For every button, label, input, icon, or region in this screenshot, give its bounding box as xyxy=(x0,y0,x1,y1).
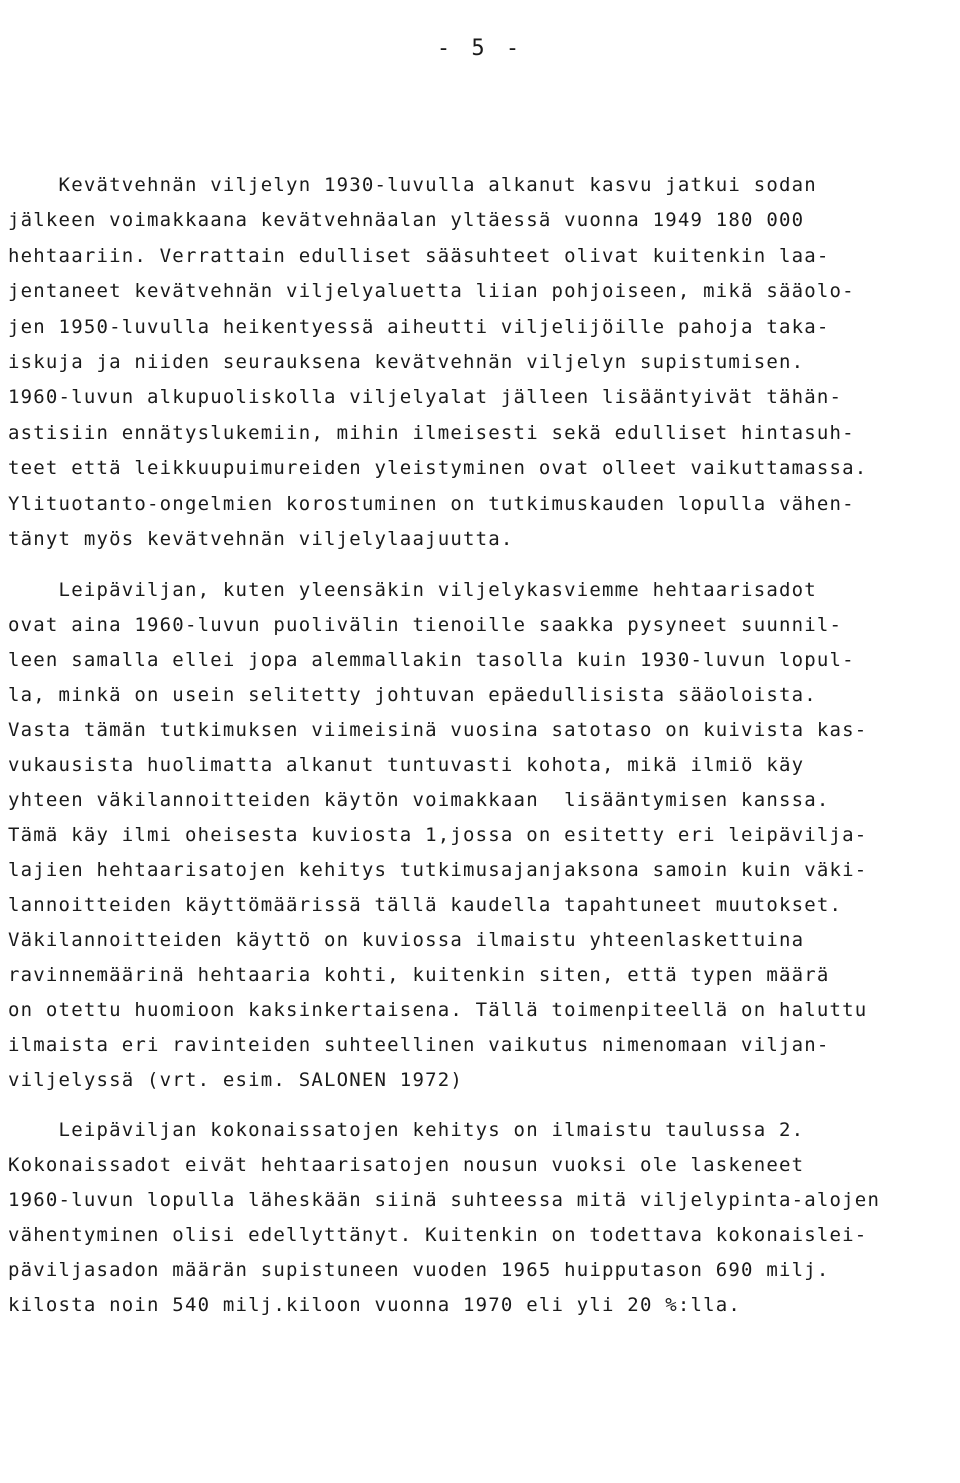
text-line: astisiin ennätyslukemiin, mihin ilmeisesti sekä edulliset hintasuh- xyxy=(8,422,855,444)
text-line: päviljasadon määrän supistuneen vuoden 1965 huipputason 690 milj. xyxy=(8,1259,830,1281)
text-line: leen samalla ellei jopa alemmallakin tasolla kuin 1930-luvun lopul- xyxy=(8,649,855,671)
text-line: iskuja ja niiden seurauksena kevätvehnän viljelyn supistumisen. xyxy=(8,351,805,373)
text-line: lajien hehtaarisatojen kehitys tutkimusajanjaksona samoin kuin väki- xyxy=(8,859,868,881)
text-line: ravinnemäärinä hehtaaria kohti, kuitenkin siten, että typen määrä xyxy=(8,964,830,986)
text-line: Kevätvehnän viljelyn 1930-luvulla alkanut kasvu jatkui sodan xyxy=(8,174,817,196)
text-line: Leipäviljan kokonaissatojen kehitys on ilmaistu taulussa 2. xyxy=(8,1119,805,1141)
text-line: jälkeen voimakkaana kevätvehnäalan yltäessä vuonna 1949 180 000 xyxy=(8,209,805,231)
text-line: vukausista huolimatta alkanut tuntuvasti kohota, mikä ilmiö käy xyxy=(8,754,805,776)
text-line: 1960-luvun lopulla läheskään siinä suhteessa mitä viljelypinta-alojen xyxy=(8,1189,881,1211)
text-line: kilosta noin 540 milj.kiloon vuonna 1970 eli yli 20 %:lla. xyxy=(8,1294,742,1316)
text-line: yhteen väkilannoitteiden käytön voimakkaan lisääntymisen kanssa. xyxy=(8,789,830,811)
text-line: Tämä käy ilmi oheisesta kuviosta 1,jossa on esitetty eri leipävilja- xyxy=(8,824,868,846)
text-line: Väkilannoitteiden käyttö on kuviossa ilmaistu yhteenlaskettuina xyxy=(8,929,805,951)
text-line: 1960-luvun alkupuoliskolla viljelyalat jälleen lisääntyivät tähän- xyxy=(8,386,843,408)
text-line: jen 1950-luvulla heikentyessä aiheutti viljelijöille pahoja taka- xyxy=(8,316,830,338)
text-line: Leipäviljan, kuten yleensäkin viljelykasviemme hehtaarisadot xyxy=(8,579,817,601)
text-line: la, minkä on usein selitetty johtuvan epäedullisista sääoloista. xyxy=(8,684,817,706)
text-line: tänyt myös kevätvehnän viljelylaajuutta. xyxy=(8,528,514,550)
text-line: viljelyssä (vrt. esim. SALONEN 1972) xyxy=(8,1069,464,1091)
text-line: on otettu huomioon kaksinkertaisena. Tällä toimenpiteellä on haluttu xyxy=(8,999,868,1021)
text-line: Ylituotanto-ongelmien korostuminen on tutkimuskauden lopulla vähen- xyxy=(8,493,855,515)
text-line: vähentyminen olisi edellyttänyt. Kuitenkin on todettava kokonaislei- xyxy=(8,1224,868,1246)
text-line: ilmaista eri ravinteiden suhteellinen vaikutus nimenomaan viljan- xyxy=(8,1034,830,1056)
text-line: hehtaariin. Verrattain edulliset sääsuhteet olivat kuitenkin laa- xyxy=(8,245,830,267)
page-number: - 5 - xyxy=(436,36,524,61)
text-line: jentaneet kevätvehnän viljelyaluetta liian pohjoiseen, mikä sääolo- xyxy=(8,280,855,302)
text-line: Vasta tämän tutkimuksen viimeisinä vuosina satotaso on kuivista kas- xyxy=(8,719,868,741)
text-line: lannoitteiden käyttömäärissä tällä kaudella tapahtuneet muutokset. xyxy=(8,894,843,916)
text-line: ovat aina 1960-luvun puolivälin tienoille saakka pysyneet suunnil- xyxy=(8,614,843,636)
text-line: teet että leikkuupuimureiden yleistyminen ovat olleet vaikuttamassa. xyxy=(8,457,868,479)
text-line: Kokonaissadot eivät hehtaarisatojen nousun vuoksi ole laskeneet xyxy=(8,1154,805,1176)
